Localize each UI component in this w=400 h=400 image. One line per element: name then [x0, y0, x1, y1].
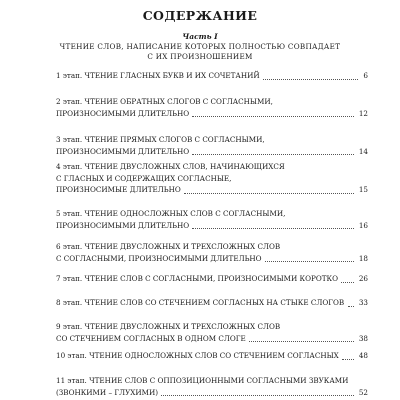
- toc-entry-text: ПРОИЗНОСИМЫМИ ДЛИТЕЛЬНО: [56, 146, 190, 156]
- toc-entry-line: [56, 173, 368, 185]
- dot-leader: [161, 395, 354, 396]
- toc-entry-text: ЧТЕНИЕ ОБРАТНЫХ СЛОГОВ С СОГЛАСНЫМИ,: [84, 97, 273, 106]
- toc-page-number: 14: [358, 146, 368, 156]
- toc-page-number: 15: [358, 185, 368, 194]
- toc-entry-text: ЧТЕНИЕ ПРЯМЫХ СЛОГОВ С СОГЛАСНЫМИ,: [84, 135, 265, 144]
- toc-entry[interactable]: [56, 321, 368, 344]
- toc-entry-text: ЧТЕНИЕ СЛОВ С СОГЛАСНЫМИ, ПРОИЗНОСИМЫМИ КОРОТКО: [84, 274, 338, 283]
- toc-page-number: 12: [358, 108, 368, 118]
- toc-entry[interactable]: [56, 134, 368, 157]
- toc-entry-text: ЧТЕНИЕ ГЛАСНЫХ БУКВ И ИХ СОЧЕТАНИЙ: [84, 71, 260, 80]
- dot-leader: [192, 154, 354, 155]
- part-title-line: С ИХ ПРОИЗНОШЕНИЕМ: [147, 51, 253, 61]
- toc-page-number: 16: [358, 220, 368, 230]
- toc-entry-line: [56, 70, 368, 82]
- toc-entry-line: [56, 161, 368, 173]
- toc-entry-text: ЧТЕНИЕ ОДНОСЛОЖНЫХ СЛОВ С СОГЛАСНЫМИ,: [84, 209, 286, 218]
- part-title-line: ЧТЕНИЕ СЛОВ, НАПИСАНИЕ КОТОРЫХ ПОЛНОСТЬЮ СОВПАДАЕТ: [59, 42, 341, 51]
- toc-entry[interactable]: [56, 96, 368, 119]
- part-label: Часть I: [182, 32, 218, 41]
- dot-leader: [192, 228, 354, 229]
- toc-page-number: 26: [358, 274, 368, 283]
- dot-leader: [348, 306, 354, 307]
- toc-entry-line: [56, 321, 368, 333]
- toc-entry-line: [56, 146, 368, 158]
- toc-page-number: 18: [358, 253, 368, 263]
- toc-stage-number: 1 этап.: [56, 71, 85, 80]
- toc-entry-text: ЧТЕНИЕ ДВУСЛОЖНЫХ И ТРЕХСЛОЖНЫХ СЛОВ: [84, 242, 281, 251]
- toc-entry[interactable]: [56, 350, 368, 362]
- toc-entry[interactable]: [56, 273, 368, 285]
- toc-entry-text: ЧТЕНИЕ ДВУСЛОЖНЫХ СЛОВ, НАЧИНАЮЩИХСЯ: [84, 162, 285, 171]
- toc-entry-line: [56, 184, 368, 196]
- toc-entry[interactable]: [56, 375, 368, 398]
- toc-page-number: 48: [358, 351, 368, 360]
- toc-entry-line: [56, 208, 368, 220]
- toc-entry-line: [56, 253, 368, 265]
- toc-stage-number: 10 этап.: [56, 351, 90, 360]
- page-title: СОДЕРЖАНИЕ: [142, 8, 258, 23]
- toc-entry[interactable]: [56, 297, 368, 309]
- toc-page-number: 38: [358, 333, 368, 343]
- toc-entry-line: [56, 387, 368, 399]
- toc-stage-number: 5 этап.: [56, 209, 85, 218]
- toc-entry-text: ПРОИЗНОСИМЫЕ ДЛИТЕЛЬНО: [56, 185, 181, 194]
- toc-entry-line: [56, 220, 368, 232]
- toc-entry-text: ПРОИЗНОСИМЫМИ ДЛИТЕЛЬНО: [56, 108, 190, 118]
- toc-stage-number: 8 этап.: [56, 298, 85, 307]
- toc-stage-number: 2 этап.: [56, 97, 85, 106]
- toc-page-number: 33: [358, 298, 368, 307]
- toc-entry-line: [56, 375, 368, 387]
- toc-entry-text: ЧТЕНИЕ СЛОВ СО СТЕЧЕНИЕМ СОГЛАСНЫХ НА СТЫКЕ СЛОГОВ: [84, 298, 345, 307]
- toc-entry-text: ЧТЕНИЕ СЛОВ С ОППОЗИЦИОННЫМИ СОГЛАСНЫМИ ЗВУКАМИ: [89, 376, 349, 385]
- toc-entry-line: [56, 350, 368, 362]
- toc-entry-line: [56, 108, 368, 120]
- dot-leader: [265, 261, 354, 262]
- dot-leader: [341, 282, 354, 283]
- toc-entry-line: [56, 297, 368, 309]
- toc-entry-line: [56, 134, 368, 146]
- toc-entry[interactable]: [56, 241, 368, 264]
- toc-entry-line: [56, 273, 368, 285]
- toc-page-number: 6: [363, 71, 368, 80]
- dot-leader: [184, 193, 354, 194]
- dot-leader: [342, 359, 354, 360]
- toc-entry-text: С ГЛАСНЫХ И СОДЕРЖАЩИХ СОГЛАСНЫЕ,: [56, 173, 232, 183]
- toc-stage-number: 3 этап.: [56, 135, 85, 144]
- toc-entry[interactable]: [56, 208, 368, 231]
- toc-stage-number: 4 этап.: [56, 162, 85, 171]
- dot-leader: [249, 341, 354, 342]
- toc-entry-line: [56, 241, 368, 253]
- toc-entry-text: ЧТЕНИЕ ДВУСЛОЖНЫХ И ТРЕХСЛОЖНЫХ СЛОВ: [84, 322, 281, 331]
- part-title: [40, 42, 360, 61]
- toc-entry[interactable]: [56, 70, 368, 82]
- dot-leader: [263, 79, 358, 80]
- toc-page-number: 52: [358, 387, 368, 397]
- toc-entry-text: ПРОИЗНОСИМЫМИ ДЛИТЕЛЬНО: [56, 220, 190, 230]
- toc-stage-number: 9 этап.: [56, 322, 85, 331]
- toc-stage-number: 7 этап.: [56, 274, 85, 283]
- toc-entry-text: СО СТЕЧЕНИЕМ СОГЛАСНЫХ В ОДНОМ СЛОГЕ: [56, 333, 246, 343]
- toc-stage-number: 6 этап.: [56, 242, 85, 251]
- toc-stage-number: 11 этап.: [56, 376, 90, 385]
- toc-entry-text: ЧТЕНИЕ ОДНОСЛОЖНЫХ СЛОВ СО СТЕЧЕНИЕМ СОГЛАСНЫХ: [89, 351, 339, 360]
- toc-entry-line: [56, 96, 368, 108]
- toc-entry[interactable]: [56, 161, 368, 196]
- dot-leader: [192, 116, 354, 117]
- toc-entry-text: (ЗВОНКИМИ – ГЛУХИМИ): [56, 387, 159, 397]
- toc-entry-text: С СОГЛАСНЫМИ, ПРОИЗНОСИМЫМИ ДЛИТЕЛЬНО: [56, 253, 262, 263]
- toc-entry-line: [56, 333, 368, 345]
